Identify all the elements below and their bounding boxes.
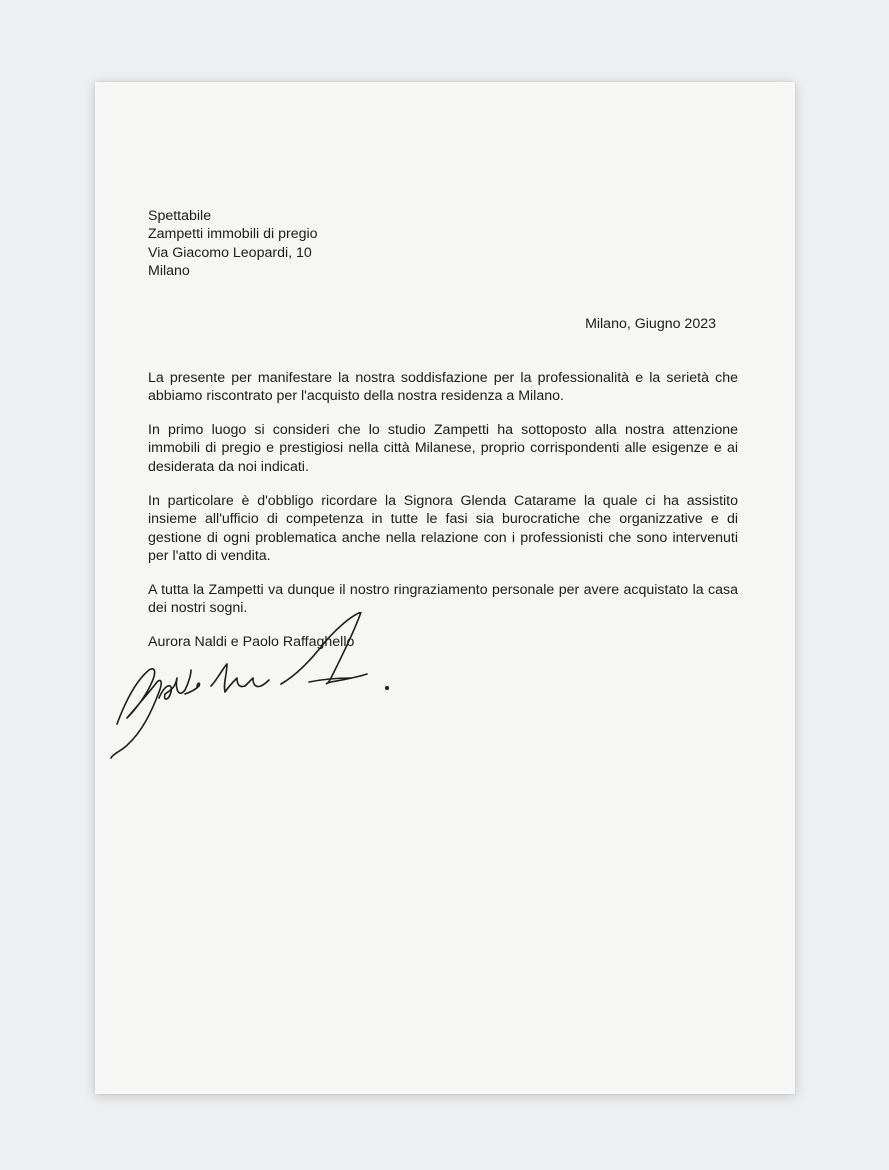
signature-dot (386, 687, 388, 689)
signature-stroke-1 (111, 669, 161, 758)
paragraph-3: In particolare è d'obbligo ricordare la Signora Glenda Catarame la quale ci ha assistito insieme all'ufficio di competenza in tutte le fasi sia burocratiche che organizzative e di gestione di ogni problematica anche nella relazione con i professionisti che sono intervenuti per l'atto di vendita. (148, 493, 738, 565)
paragraph-2: In primo luogo si consideri che lo studio Zampetti ha sottoposto alla nostra attenzione immobili di pregio e prestigiosi nella città Milanese, proprio corrispondenti alle esigenze e ai desiderata da noi indicati. (148, 422, 738, 475)
recipient-company: Zampetti immobili di pregio (148, 226, 318, 243)
handwritten-signature (105, 612, 405, 762)
paragraph-1: La presente per manifestare la nostra soddisfazione per la professionalità e la serietà che abbiamo riscontrato per l'acquisto della nostra residenza a Milano. (148, 370, 738, 405)
letter-date: Milano, Giugno 2023 (585, 316, 716, 332)
paragraph-4: A tutta la Zampetti va dunque il nostro ringraziamento personale per avere acquistato la casa dei nostri sogni. (148, 582, 738, 617)
recipient-salutation: Spettabile (148, 208, 212, 224)
signature-stroke-5 (281, 612, 367, 684)
recipient-city: Milano (148, 263, 190, 280)
letter-paper (95, 82, 795, 1094)
signature-stroke-2 (159, 670, 191, 699)
closing-names: Aurora Naldi e Paolo Raffaghello (148, 634, 355, 650)
recipient-address (148, 207, 738, 281)
recipient-street: Via Giacomo Leopardi, 10 (148, 244, 312, 261)
signature-stroke-4 (211, 664, 269, 692)
